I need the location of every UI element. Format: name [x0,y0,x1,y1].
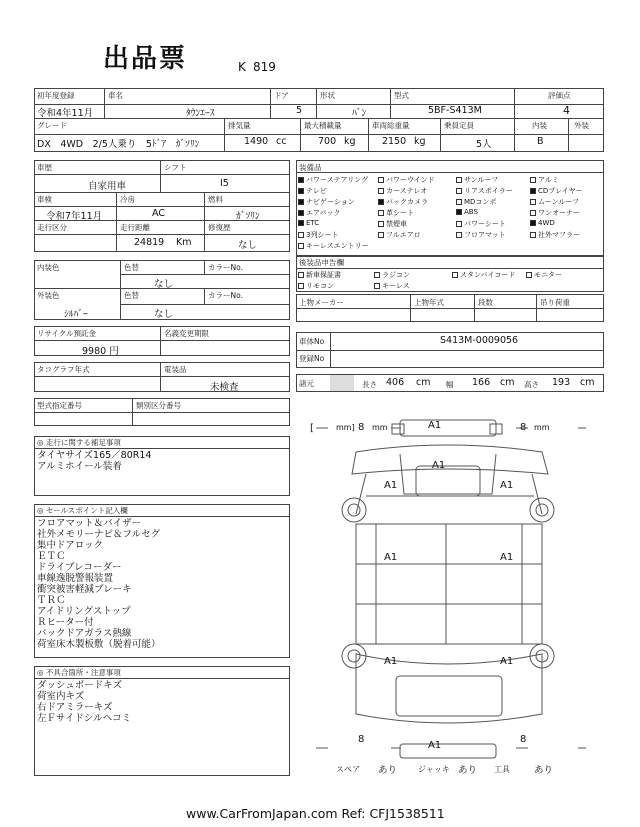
width-unit: cm [500,377,515,388]
recycle-label: リサイクル預託金 [37,329,96,338]
equipment-item: 革シート [378,208,414,218]
jack-label: ジャッキ [418,765,450,774]
repair-label: 修復歴 [208,223,231,232]
score-value: 4 [563,104,570,117]
notes-driving-label: ◎ 走行に関する補足事項 [37,438,121,447]
vin-label: 車体No [299,337,325,346]
equipment-item: ナビゲーション [298,197,355,207]
checked-box-icon [298,177,304,183]
unchecked-box-icon [378,177,384,183]
shift-label: シフト [164,163,187,172]
damage-mark: A1 [500,656,514,667]
damage-mark: A1 [500,552,514,563]
checked-box-icon [530,188,536,194]
watermark: www.CarFromJapan.com Ref: CFJ1538511 [186,806,445,821]
notes-driving-line: タイヤサイズ165／80R14 [37,450,152,461]
unchecked-box-icon [452,272,458,278]
unchecked-box-icon [298,232,304,238]
after-equipment-item: ラジコン [374,270,410,280]
equipment-item: パワーステアリング [298,175,368,185]
damage-mark: A1 [428,420,442,431]
score-label: 評価点 [548,91,571,100]
note-line: アイドリングストップ [37,606,131,617]
equipment-item: ワンオーナー [530,208,580,218]
tire-bracket: [ [310,423,314,434]
vin-value: S413M-0009056 [440,335,519,346]
damage-mark: A1 [432,460,446,471]
shift-value: I5 [220,178,229,189]
equipment-item: アルミ [530,175,559,185]
equipment-item: エアバック [298,208,340,218]
unchecked-box-icon [298,243,304,249]
note-line: 集中ドアロック [37,540,104,551]
color-change-value-2: なし [154,309,174,320]
note-line: 荷室内キズ [37,691,85,702]
equipment-item: サンルーフ [456,175,498,185]
radio-value: 未検査 [210,382,239,393]
checked-box-icon [298,188,304,194]
unchecked-box-icon [378,221,384,227]
tire-unit: mm] [336,423,355,432]
upper-year-label: 上物年式 [414,298,444,307]
steps-label: 段数 [478,298,493,307]
doors-label: ドア [274,91,289,100]
unchecked-box-icon [526,272,532,278]
grade-value: DX 4WD 2/5人乗り 5ﾄﾞｱ ｶﾞｿﾘﾝ [37,139,200,150]
tool-label: 工具 [494,765,510,774]
history-value: 自家用車 [88,181,127,192]
note-line: Ｒヒーター付 [37,617,94,628]
maker-label: 上物メーカー [299,298,344,307]
equipment-item: テレビ [298,186,327,196]
unchecked-box-icon [456,177,462,183]
height-unit: cm [580,377,595,388]
checked-box-icon [456,209,462,215]
disp-value: 1490 [244,136,269,147]
color-change-label-2: 色替 [124,291,139,300]
note-line: 社外メモリーナビ＆フルセグ [37,529,161,540]
equipment-label: 装備品 [299,163,322,172]
int-label: 内装 [532,121,547,130]
length-value: 406 [386,377,405,388]
lot-prefix: K [238,60,246,74]
tire-value: 8 [358,422,365,433]
unchecked-box-icon [456,232,462,238]
width-label: 幅 [446,380,454,389]
unchecked-box-icon [530,199,536,205]
unchecked-box-icon [456,188,462,194]
checked-box-icon [298,210,304,216]
mileage-label: 走行距離 [120,223,150,232]
model-name-value: ﾀｳﾝｴｰｽ [186,108,215,119]
first-reg-value: 令和4年11月 [37,108,94,119]
damage-mark: A1 [384,656,398,667]
unchecked-box-icon [378,232,384,238]
name-change-label: 名義変更期限 [164,329,209,338]
length-unit: cm [416,377,431,388]
spare-value: あり [378,765,398,776]
after-equipment-item: キーレス [374,281,410,291]
disp-unit: cc [276,136,287,147]
note-line: バックドアガラス熱線 [37,628,132,639]
equipment-item: 社外マフラー [530,230,580,240]
category-label: 類別区分番号 [136,401,181,410]
note-line: フロアマット＆バイザー [37,518,142,529]
length-label: 長さ [362,380,377,389]
int-value: B [537,136,544,147]
cap-label: 乗員定員 [444,121,474,130]
history-label: 車歴 [37,163,52,172]
note-line: 荷室床木製板敷（脱着可能） [37,639,161,650]
lot-number: 819 [253,60,276,74]
type-value: 5BF-S413M [428,105,482,116]
after-equipment-item: 新車保証書 [298,270,341,280]
unchecked-box-icon [378,210,384,216]
unchecked-box-icon [378,188,384,194]
after-equipment-item: スタンバイコード [452,270,515,280]
note-line: ダッシュボードキズ [37,680,123,691]
page-title: 出品票 [103,44,188,74]
type-label: 型式 [394,91,409,100]
gvw-value: 2150 [382,136,407,147]
lift-label: 吊り荷重 [540,298,570,307]
tool-value: あり [534,765,554,776]
int-color-label: 内装色 [37,263,60,272]
load-label: 最大積載量 [304,121,342,130]
gvw-unit: kg [414,136,426,147]
notes-defects-label: ◎ 不具合箇所・注意事項 [37,668,121,677]
notes-sales-label: ◎ セールスポイント記入欄 [37,506,128,515]
equipment-item: CDプレイヤー [530,186,583,196]
equipment-item: パワーシート [456,219,506,229]
recycle-value: 9980 円 [82,346,119,357]
checked-box-icon [298,199,304,205]
color-change-value-1: なし [154,279,174,290]
checked-box-icon [378,199,384,205]
tire-unit: mm [372,423,388,432]
after-equipment-item: リモコン [298,281,334,291]
note-line: 右ドアミラーキズ [37,702,113,713]
fuel-label: 燃料 [208,195,223,204]
note-line: ＴＲＣ [37,595,66,606]
equipment-item: パワーウインド [378,175,435,185]
first-reg-label: 初年度登録 [37,91,75,100]
grade-label: グレード [37,121,67,130]
equipment-item: MDコンポ [456,197,496,207]
damage-mark: A1 [500,480,514,491]
equipment-item: 禁煙車 [378,219,407,229]
equipment-item: 3列シート [298,230,338,240]
unchecked-box-icon [374,272,380,278]
unchecked-box-icon [530,210,536,216]
load-value: 700 [318,136,337,147]
damage-mark: A1 [428,740,442,751]
unchecked-box-icon [456,199,462,205]
unchecked-box-icon [456,221,462,227]
tire-unit: mm [534,423,550,432]
mileage-unit: Km [176,237,192,248]
equipment-item: 4WD [530,219,555,227]
note-line: 左Ｆサイドシルヘコミ [37,713,132,724]
tacho-label: タコグラフ年式 [37,365,90,374]
damage-mark: A1 [384,480,398,491]
width-value: 166 [472,377,491,388]
notes-driving-line: アルミホイール装着 [37,461,122,472]
color-no-label-1: カラーNo. [208,263,243,272]
disp-label: 排気量 [228,121,251,130]
ext-color-value: ｼﾙﾊﾞｰ [64,309,88,320]
checked-box-icon [530,220,536,226]
height-value: 193 [552,377,571,388]
after-equipment-item: モニター [526,270,562,280]
doors-value: 5 [296,105,303,116]
tire-value: 8 [520,734,527,745]
unchecked-box-icon [530,232,536,238]
gvw-label: 車両総重量 [372,121,410,130]
equipment-item: フルエアロ [378,230,421,240]
height-label: 高さ [524,380,539,389]
load-unit: kg [344,136,356,147]
inspect-value: 令和7年11月 [46,211,103,222]
equipment-item: ムーンルーフ [530,197,579,207]
equipment-item: ABS [456,208,478,216]
cap-value: 5人 [476,139,492,150]
tire-value: 8 [520,422,527,433]
unchecked-box-icon [530,177,536,183]
note-line: 車線逸脱警報装置 [37,573,114,584]
aircon-label: 冷房 [120,195,135,204]
inspect-label: 車検 [37,195,52,204]
equipment-item: カーステレオ [378,186,427,196]
unchecked-box-icon [298,283,304,289]
reg-no-label: 登録No [299,354,325,363]
unchecked-box-icon [298,272,304,278]
damage-mark: A1 [384,552,398,563]
model-name-label: 車名 [108,91,123,100]
note-line: 衝突被害軽減ブレーキ [37,584,132,595]
jack-value: あり [458,765,478,776]
mileage-value: 24819 [134,237,165,248]
radio-label: 電装品 [164,365,187,374]
equipment-item: キーレスエントリー [298,241,369,251]
aircon-value: AC [152,208,165,219]
note-line: ＥＴＣ [37,551,66,562]
checked-box-icon [298,220,304,226]
equipment-item: ETC [298,219,319,227]
tire-value: 8 [358,734,365,745]
color-change-label-1: 色替 [124,263,139,272]
after-equipment-label: 後装品申告欄 [299,258,344,267]
color-no-label-2: カラーNo. [208,291,243,300]
equipment-item: フロアマット [456,230,506,240]
repair-value: なし [238,240,258,251]
mileage-cat-label: 走行区分 [37,223,67,232]
equipment-item: リアスポイラー [456,186,513,196]
fuel-value: ｶﾞｿﾘﾝ [236,211,260,222]
note-line: ドライブレコーダー [37,562,122,573]
ext-label: 外装 [574,121,589,130]
body-value: ﾊﾞﾝ [352,108,367,119]
unchecked-box-icon [374,283,380,289]
spec-label: 諸元 [299,379,314,388]
ext-color-label: 外装色 [37,291,60,300]
equipment-item: バックカメラ [378,197,428,207]
designation-label: 型式指定番号 [37,401,82,410]
spare-label: スペア [336,765,360,774]
vehicle-damage-diagram [296,414,604,774]
body-label: 形状 [320,91,335,100]
